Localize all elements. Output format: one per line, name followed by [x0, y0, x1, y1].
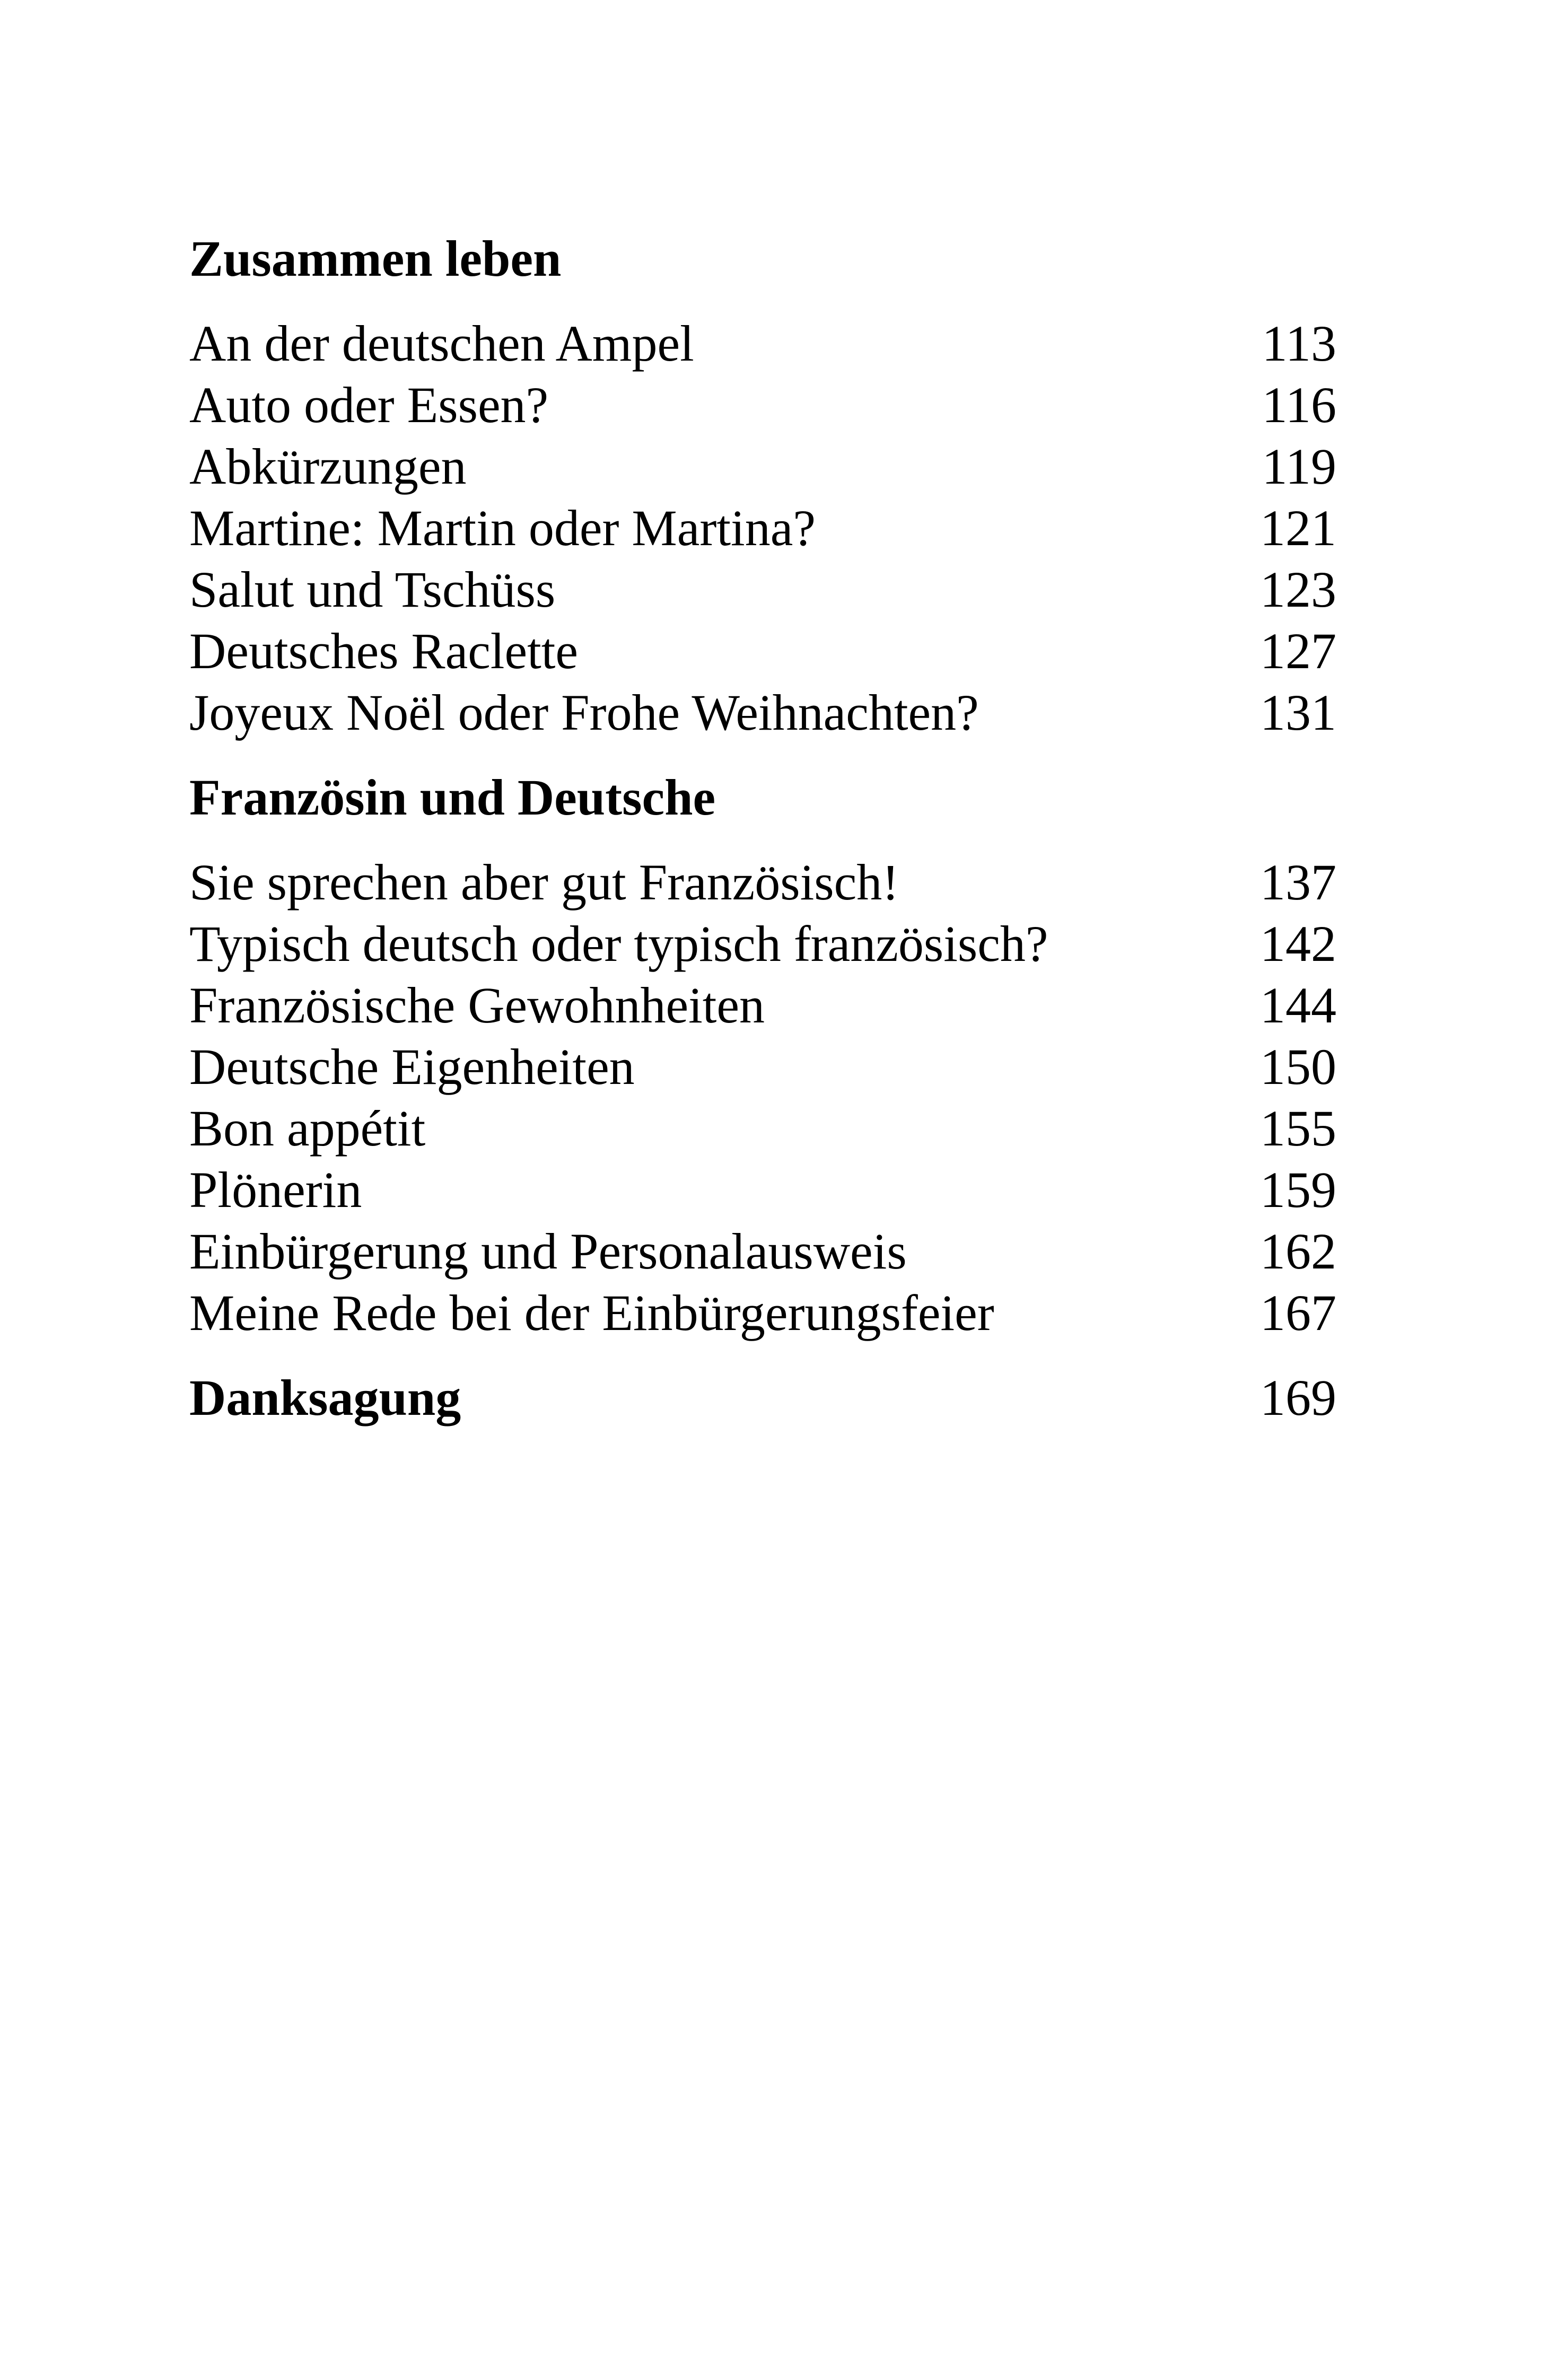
entry-title: Französische Gewohnheiten [189, 977, 765, 1034]
entry-page-number: 121 [1260, 500, 1336, 556]
toc-entry [189, 913, 1336, 975]
entry-page-number: 123 [1260, 561, 1336, 618]
toc-entry [189, 682, 1336, 743]
entry-title: Deutsche Eigenheiten [189, 1038, 635, 1095]
entry-title: Bon appétit [189, 1100, 426, 1157]
entry-title: Salut und Tschüss [189, 561, 556, 618]
toc-entry [189, 374, 1336, 436]
section-entries [189, 313, 1336, 743]
entry-page-number: 116 [1262, 377, 1336, 433]
section-heading: Zusammen leben [189, 230, 562, 287]
toc-entry [189, 1221, 1336, 1282]
entry-title: Martine: Martin oder Martina? [189, 500, 816, 556]
toc-entry [189, 497, 1336, 559]
entry-page-number: 167 [1260, 1284, 1336, 1341]
toc-entry [189, 852, 1336, 913]
entry-page-number: 144 [1260, 977, 1336, 1034]
entry-title: Typisch deutsch oder typisch französisch? [189, 915, 1048, 972]
entry-page-number: 119 [1262, 438, 1336, 495]
entry-page-number: 113 [1262, 315, 1336, 372]
toc-entry [189, 1036, 1336, 1098]
entry-title: Abkürzungen [189, 438, 467, 495]
entry-page-number: 169 [1260, 1369, 1336, 1426]
toc-entry [189, 1159, 1336, 1221]
entry-page-number: 127 [1260, 623, 1336, 679]
entry-page-number: 159 [1260, 1161, 1336, 1218]
entry-title: Plönerin [189, 1161, 362, 1218]
entry-page-number: 137 [1260, 854, 1336, 911]
entry-title: Sie sprechen aber gut Französisch! [189, 854, 899, 911]
entry-page-number: 131 [1260, 684, 1336, 741]
toc-entry [189, 620, 1336, 682]
entry-title: An der deutschen Ampel [189, 315, 694, 372]
entry-page-number: 155 [1260, 1100, 1336, 1157]
toc-entry [189, 1098, 1336, 1159]
toc-entry [189, 313, 1336, 374]
entry-title: Deutsches Raclette [189, 623, 579, 679]
toc-entry-acknowledgements [189, 1367, 1336, 1429]
toc-entry [189, 436, 1336, 497]
entry-title: Einbürgerung und Personalausweis [189, 1223, 907, 1280]
entry-title: Meine Rede bei der Einbürgerungsfeier [189, 1284, 994, 1341]
toc-entry [189, 975, 1336, 1036]
toc-entry [189, 559, 1336, 620]
section-entries [189, 852, 1336, 1344]
entry-page-number: 162 [1260, 1223, 1336, 1280]
table-of-contents [189, 228, 1336, 1429]
entry-title: Joyeux Noël oder Frohe Weihnachten? [189, 684, 979, 741]
toc-entry [189, 1282, 1336, 1344]
entry-title: Danksagung [189, 1369, 461, 1426]
entry-page-number: 150 [1260, 1038, 1336, 1095]
section-heading: Französin und Deutsche [189, 769, 716, 826]
entry-page-number: 142 [1260, 915, 1336, 972]
entry-title: Auto oder Essen? [189, 377, 549, 433]
